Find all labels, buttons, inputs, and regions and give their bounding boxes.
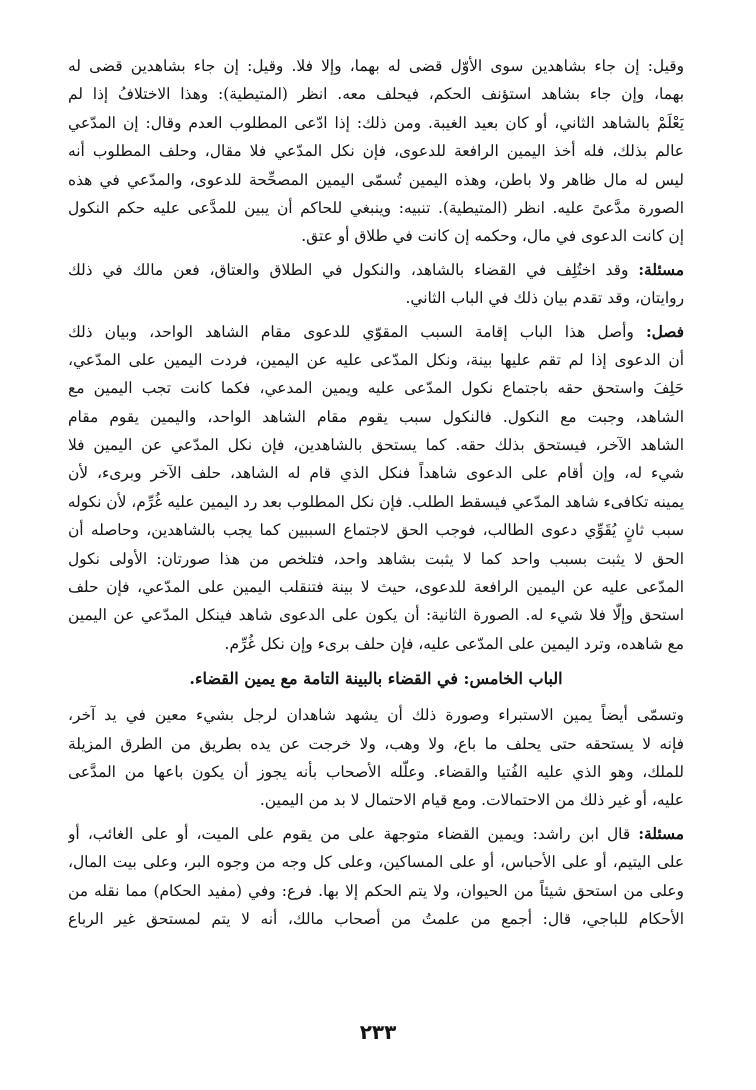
text-line: بهما، وإن جاء بشاهد استؤنف الحكم، فيحلف معه. انظر (المتيطية): وهذا الاختلافُ إذا لم xyxy=(68,85,684,104)
text-line: سبب ثانٍ يُقَوِّي دعوى الطالب، فوجب الحق لاجتماع السببين كما يجب بالشاهدين، وحاصله أن xyxy=(68,521,684,540)
chapter-heading: الباب الخامس: في القضاء بالبينة التامة مع يمين القضاء. xyxy=(189,669,563,689)
paragraph-1 xyxy=(68,52,684,251)
text-line: ليس له مال ظاهر ولا باطن، وهذه اليمين تُسمّى اليمين المصحِّحة للدعوى، والمدّعي في هذه xyxy=(68,170,684,189)
text-line: عليه، أو غير ذلك من الاحتمالات. ومع قيام الاحتمال لا بد من اليمين. xyxy=(259,791,684,810)
text-line: إن كانت الدعوى في مال، وحكمه إن كانت في طلاق أو عتق. xyxy=(301,227,684,246)
text-line: وتسمّى أيضاً يمين الاستبراء وصورة ذلك أن يشهد شاهدان لرجل بشيء معين في يد آخر، xyxy=(68,706,684,725)
fasl-text: وأصل هذا الباب إقامة السبب المقوّي للدعوى مقام الشاهد الواحد، وبيان ذلك xyxy=(68,322,646,341)
text-line xyxy=(68,820,684,848)
text-line: استحق وإلّا فلا شيء له. الصورة الثانية: أن يكون على الدعوى شاهد فينكل المدّعي عن اليمين xyxy=(68,606,684,625)
text-line: وعلى من استحق شيئاً من الحيوان، ولا يتم الحكم إلا بها. فرع: وفي (مفيد الحكام) مما نقله من xyxy=(68,881,684,900)
text-line: المدّعى عليه عن اليمين الرافعة للدعوى، حيث لا بينة فتنقلب اليمين على المدّعي، فإن حلف xyxy=(68,578,684,597)
text-line: للملك، وهو الذي عليه الفُتيا والقضاء. وعلّله الأصحاب بأنه يجوز أن يكون باعها من المدَّعى xyxy=(68,762,684,781)
text-line: شيء له، وإن أقام على الدعوى شاهداً فنكل الذي قام له الشاهد، حلف الآخر وبرىء، لأن xyxy=(68,464,684,483)
text-line xyxy=(68,318,684,346)
text-line: يَعْلَمْ بالشاهد الثاني، أو كان بعيد الغيبة. ومن ذلك: إذا ادّعى المطلوب العدم وقال: إن المدّعي xyxy=(68,113,684,132)
masala-text: قال ابن راشد: ويمين القضاء متوجهة على من يقوم على الميت، أو على الغائب، أو xyxy=(68,824,639,843)
text-line: يمينه تكافىء شاهد المدّعي فيسقط الطلب. فإن نكل المطلوب بعد رد اليمين عليه غُرِّم، لأن نكوله xyxy=(68,492,684,511)
text-line: أن الدعوى إذا لم تقم عليها بينة، ونكل المدّعى عليه عن اليمين، فردت اليمين على المدّعي، xyxy=(68,350,684,369)
page-number: ٢٣٣ xyxy=(359,1020,397,1044)
text-line: روايتان، وقد تقدم بيان ذلك في الباب الثاني. xyxy=(405,289,684,308)
text-line: الشاهد الآخر، فيستحق بذلك حقه. كما يستحق بالشاهدين، فإن نكل المدّعي عن اليمين فلا xyxy=(68,436,684,455)
masala-text: وقد اختُلِف في القضاء بالشاهد، والنكول في الطلاق والعتاق، فعن مالك في ذلك xyxy=(68,260,639,279)
page-body xyxy=(68,52,684,938)
text-line: وقيل: إن جاء بشاهدين سوى الأوّل قضى له بهما، وإلا فلا. وقيل: إن جاء بشاهدين قضى له xyxy=(68,57,684,75)
masala-label: مسئلة: xyxy=(638,260,684,279)
text-line: على اليتيم، أو على الأحباس، أو على المساكين، وعلى كل وجه من وجوه البر، وعلى بيت المال، xyxy=(68,853,684,872)
text-line: عالم بذلك، فله أخذ اليمين الرافعة للدعوى، فإن نكل المدّعي فلا مقال، وحلف المطلوب أنه xyxy=(68,142,684,161)
text-line xyxy=(68,256,684,284)
text-line: الصورة مدَّعىً عليه. انظر (المتيطية). تنبيه: وينبغي للحاكم أن يبين للمدَّعى عليه حكم النكول xyxy=(68,198,684,217)
paragraph-masala-2 xyxy=(68,820,684,934)
text-line: الحق لا يثبت بسبب واحد كما لا يثبت بشاهد واحد، فتلخص من هذا صورتان: الأولى نكول xyxy=(68,549,684,568)
fasl-label: فصل: xyxy=(645,322,684,341)
masala-label: مسئلة: xyxy=(638,824,684,843)
text-line: مع شاهده، وترد اليمين على المدّعى عليه، فإن حلف برىء وإن نكل غُرِّم. xyxy=(224,634,684,653)
paragraph-masala-1 xyxy=(68,256,684,313)
text-line: فإنه لا يستحقه حتى يحلف ما باع، ولا وهب، ولا خرجت عن يده بطريق من الطرق المزيلة xyxy=(68,734,684,753)
paragraph-fasl xyxy=(68,318,684,659)
text-line: الشاهد، وجبت مع النكول. فالنكول سبب يقوم مقام الشاهد الواحد، واليمين يقوم مقام xyxy=(68,407,684,426)
text-line: الأحكام للباجي، قال: أجمع من علمتُ من أصحاب مالك، أنه لا يتم لمستحق غير الرباع xyxy=(68,909,684,928)
paragraph-chapter-intro xyxy=(68,701,684,815)
text-line: حَلِفَ واستحق حقه باجتماع نكول المدّعى عليه ويمين المدعي، فكما كانت تجب اليمين مع xyxy=(68,379,684,398)
